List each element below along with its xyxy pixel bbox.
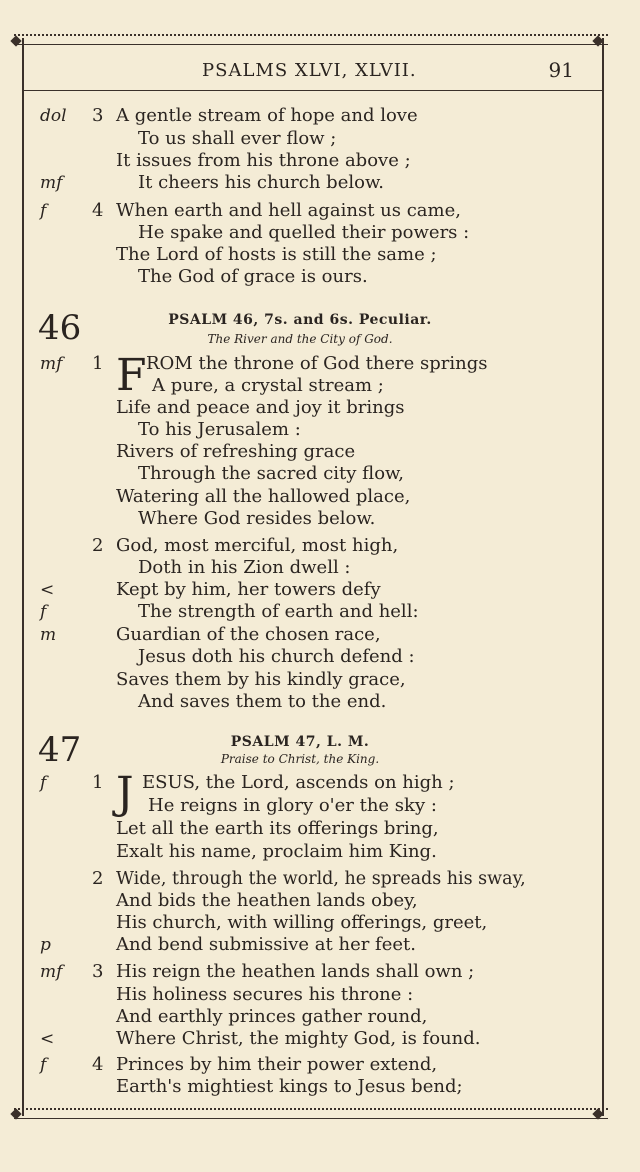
verse-line bbox=[0, 771, 640, 795]
stanza-number: 2 bbox=[92, 868, 104, 889]
dynamic-mark: mf bbox=[40, 173, 63, 193]
verse-line bbox=[0, 374, 640, 398]
dynamic-mark: < bbox=[40, 580, 55, 600]
verse-text: To his Jerusalem : bbox=[138, 419, 301, 440]
hymn-number: 47 bbox=[38, 730, 82, 770]
dynamic-mark: mf bbox=[40, 354, 63, 374]
hymn-heading: PSALM 46, 7s. and 6s. Peculiar. bbox=[168, 312, 432, 328]
verse-line bbox=[0, 485, 640, 509]
hymn-number: 46 bbox=[38, 308, 82, 348]
verse-line bbox=[0, 1075, 640, 1099]
verse-text: Where Christ, the mighty God, is found. bbox=[116, 1028, 481, 1049]
verse-text: Princes by him their power extend, bbox=[116, 1054, 438, 1075]
verse-line bbox=[0, 817, 640, 841]
dynamic-mark: f bbox=[40, 602, 47, 622]
verse-text: It issues from his throne above ; bbox=[116, 150, 411, 171]
stanza-number: 1 bbox=[92, 772, 104, 793]
verse-line bbox=[0, 418, 640, 442]
verse-text: He reigns in glory o'er the sky : bbox=[148, 795, 437, 816]
verse-line bbox=[0, 690, 640, 714]
verse-line bbox=[0, 933, 640, 957]
verse-text: His reign the heathen lands shall own ; bbox=[116, 961, 475, 982]
verse-line bbox=[0, 127, 640, 151]
verse-text: ESUS, the Lord, ascends on high ; bbox=[142, 772, 455, 793]
verse-text: Guardian of the chosen race, bbox=[116, 624, 381, 645]
verse-line bbox=[0, 668, 640, 692]
verse-line bbox=[0, 556, 640, 580]
verse-text: His holiness secures his throne : bbox=[116, 984, 414, 1005]
verse-line bbox=[0, 840, 640, 864]
hymn-subtitle: The River and the City of God. bbox=[207, 332, 393, 346]
verse-line bbox=[0, 199, 640, 223]
verse-text: Jesus doth his church defend : bbox=[138, 646, 415, 667]
dynamic-mark: mf bbox=[40, 962, 63, 982]
verse-text: Let all the earth its offerings bring, bbox=[116, 818, 439, 839]
verse-text: Doth in his Zion dwell : bbox=[138, 557, 351, 578]
drop-cap: J bbox=[116, 768, 134, 819]
running-title: PSALMS XLVI, XLVII. bbox=[202, 60, 417, 81]
dynamic-mark: f bbox=[40, 1055, 47, 1075]
verse-line bbox=[0, 440, 640, 464]
verse-line bbox=[0, 623, 640, 647]
verse-line bbox=[0, 983, 640, 1007]
stanza-number: 2 bbox=[92, 535, 104, 556]
verse-text: Watering all the hallowed place, bbox=[116, 486, 411, 507]
verse-line bbox=[0, 462, 640, 486]
verse-text: Where God resides below. bbox=[138, 508, 376, 529]
verse-text: To us shall ever flow ; bbox=[138, 128, 337, 149]
verse-text: Through the sacred city flow, bbox=[138, 463, 405, 484]
verse-line bbox=[0, 149, 640, 173]
verse-line bbox=[0, 221, 640, 245]
verse-text: Kept by him, her towers defy bbox=[116, 579, 381, 600]
verse-text: Wide, through the world, he spreads his sway, bbox=[116, 869, 526, 889]
stanza-number: 3 bbox=[92, 961, 104, 982]
verse-line bbox=[0, 794, 640, 818]
verse-text: And saves them to the end. bbox=[138, 691, 387, 712]
verse-text: The strength of earth and hell: bbox=[138, 601, 419, 622]
verse-line bbox=[0, 396, 640, 420]
verse-text: And bend submissive at her feet. bbox=[116, 934, 416, 955]
dynamic-mark: dol bbox=[40, 106, 67, 126]
verse-text: When earth and hell against us came, bbox=[116, 200, 461, 221]
dynamic-mark: p bbox=[40, 935, 51, 955]
verse-text: Life and peace and joy it brings bbox=[116, 397, 405, 418]
verse-text: Saves them by his kindly grace, bbox=[116, 669, 406, 690]
dynamic-mark: < bbox=[40, 1029, 55, 1049]
verse-line bbox=[0, 265, 640, 289]
page-number: 91 bbox=[548, 58, 574, 82]
dynamic-mark: f bbox=[40, 773, 47, 793]
hymn-subtitle: Praise to Christ, the King. bbox=[220, 752, 380, 766]
verse-line bbox=[0, 1027, 640, 1051]
verse-text: Rivers of refreshing grace bbox=[116, 441, 356, 462]
verse-line bbox=[0, 352, 640, 376]
hymn-heading: PSALM 47, L. M. bbox=[230, 734, 370, 750]
verse-line bbox=[0, 171, 640, 195]
dynamic-mark: m bbox=[40, 625, 57, 645]
verse-text: He spake and quelled their powers : bbox=[138, 222, 470, 243]
verse-line bbox=[0, 578, 640, 602]
verse-line bbox=[0, 889, 640, 913]
verse-text: ROM the throne of God there springs bbox=[146, 353, 488, 374]
verse-line bbox=[0, 600, 640, 624]
verse-line bbox=[0, 1053, 640, 1077]
verse-text: His church, with willing offerings, greet, bbox=[116, 912, 488, 933]
verse-line bbox=[0, 534, 640, 558]
verse-line bbox=[0, 911, 640, 935]
verse-text: It cheers his church below. bbox=[138, 172, 384, 193]
verse-text: Earth's mightiest kings to Jesus bend; bbox=[116, 1076, 463, 1097]
verse-line bbox=[0, 867, 640, 891]
verse-line bbox=[0, 243, 640, 267]
verse-text: The Lord of hosts is still the same ; bbox=[116, 244, 437, 265]
stanza-number: 1 bbox=[92, 353, 104, 374]
stanza-number: 4 bbox=[92, 1054, 104, 1075]
verse-line bbox=[0, 960, 640, 984]
page-header bbox=[22, 54, 602, 91]
verse-line bbox=[0, 645, 640, 669]
verse-text: A gentle stream of hope and love bbox=[116, 105, 418, 126]
verse-line bbox=[0, 507, 640, 531]
stanza-number: 3 bbox=[92, 105, 104, 126]
bottom-border-rule bbox=[14, 1108, 608, 1119]
verse-line bbox=[0, 1005, 640, 1029]
verse-text: And bids the heathen lands obey, bbox=[116, 890, 418, 911]
stanza-number: 4 bbox=[92, 200, 104, 221]
dynamic-mark: f bbox=[40, 201, 47, 221]
verse-text: Exalt his name, proclaim him King. bbox=[116, 841, 437, 862]
verse-text: The God of grace is ours. bbox=[138, 266, 368, 287]
verse-text: And earthly princes gather round, bbox=[116, 1006, 428, 1027]
drop-cap: F bbox=[116, 350, 147, 401]
verse-line bbox=[0, 104, 640, 128]
verse-text: A pure, a crystal stream ; bbox=[152, 375, 384, 396]
verse-text: God, most merciful, most high, bbox=[116, 535, 399, 556]
